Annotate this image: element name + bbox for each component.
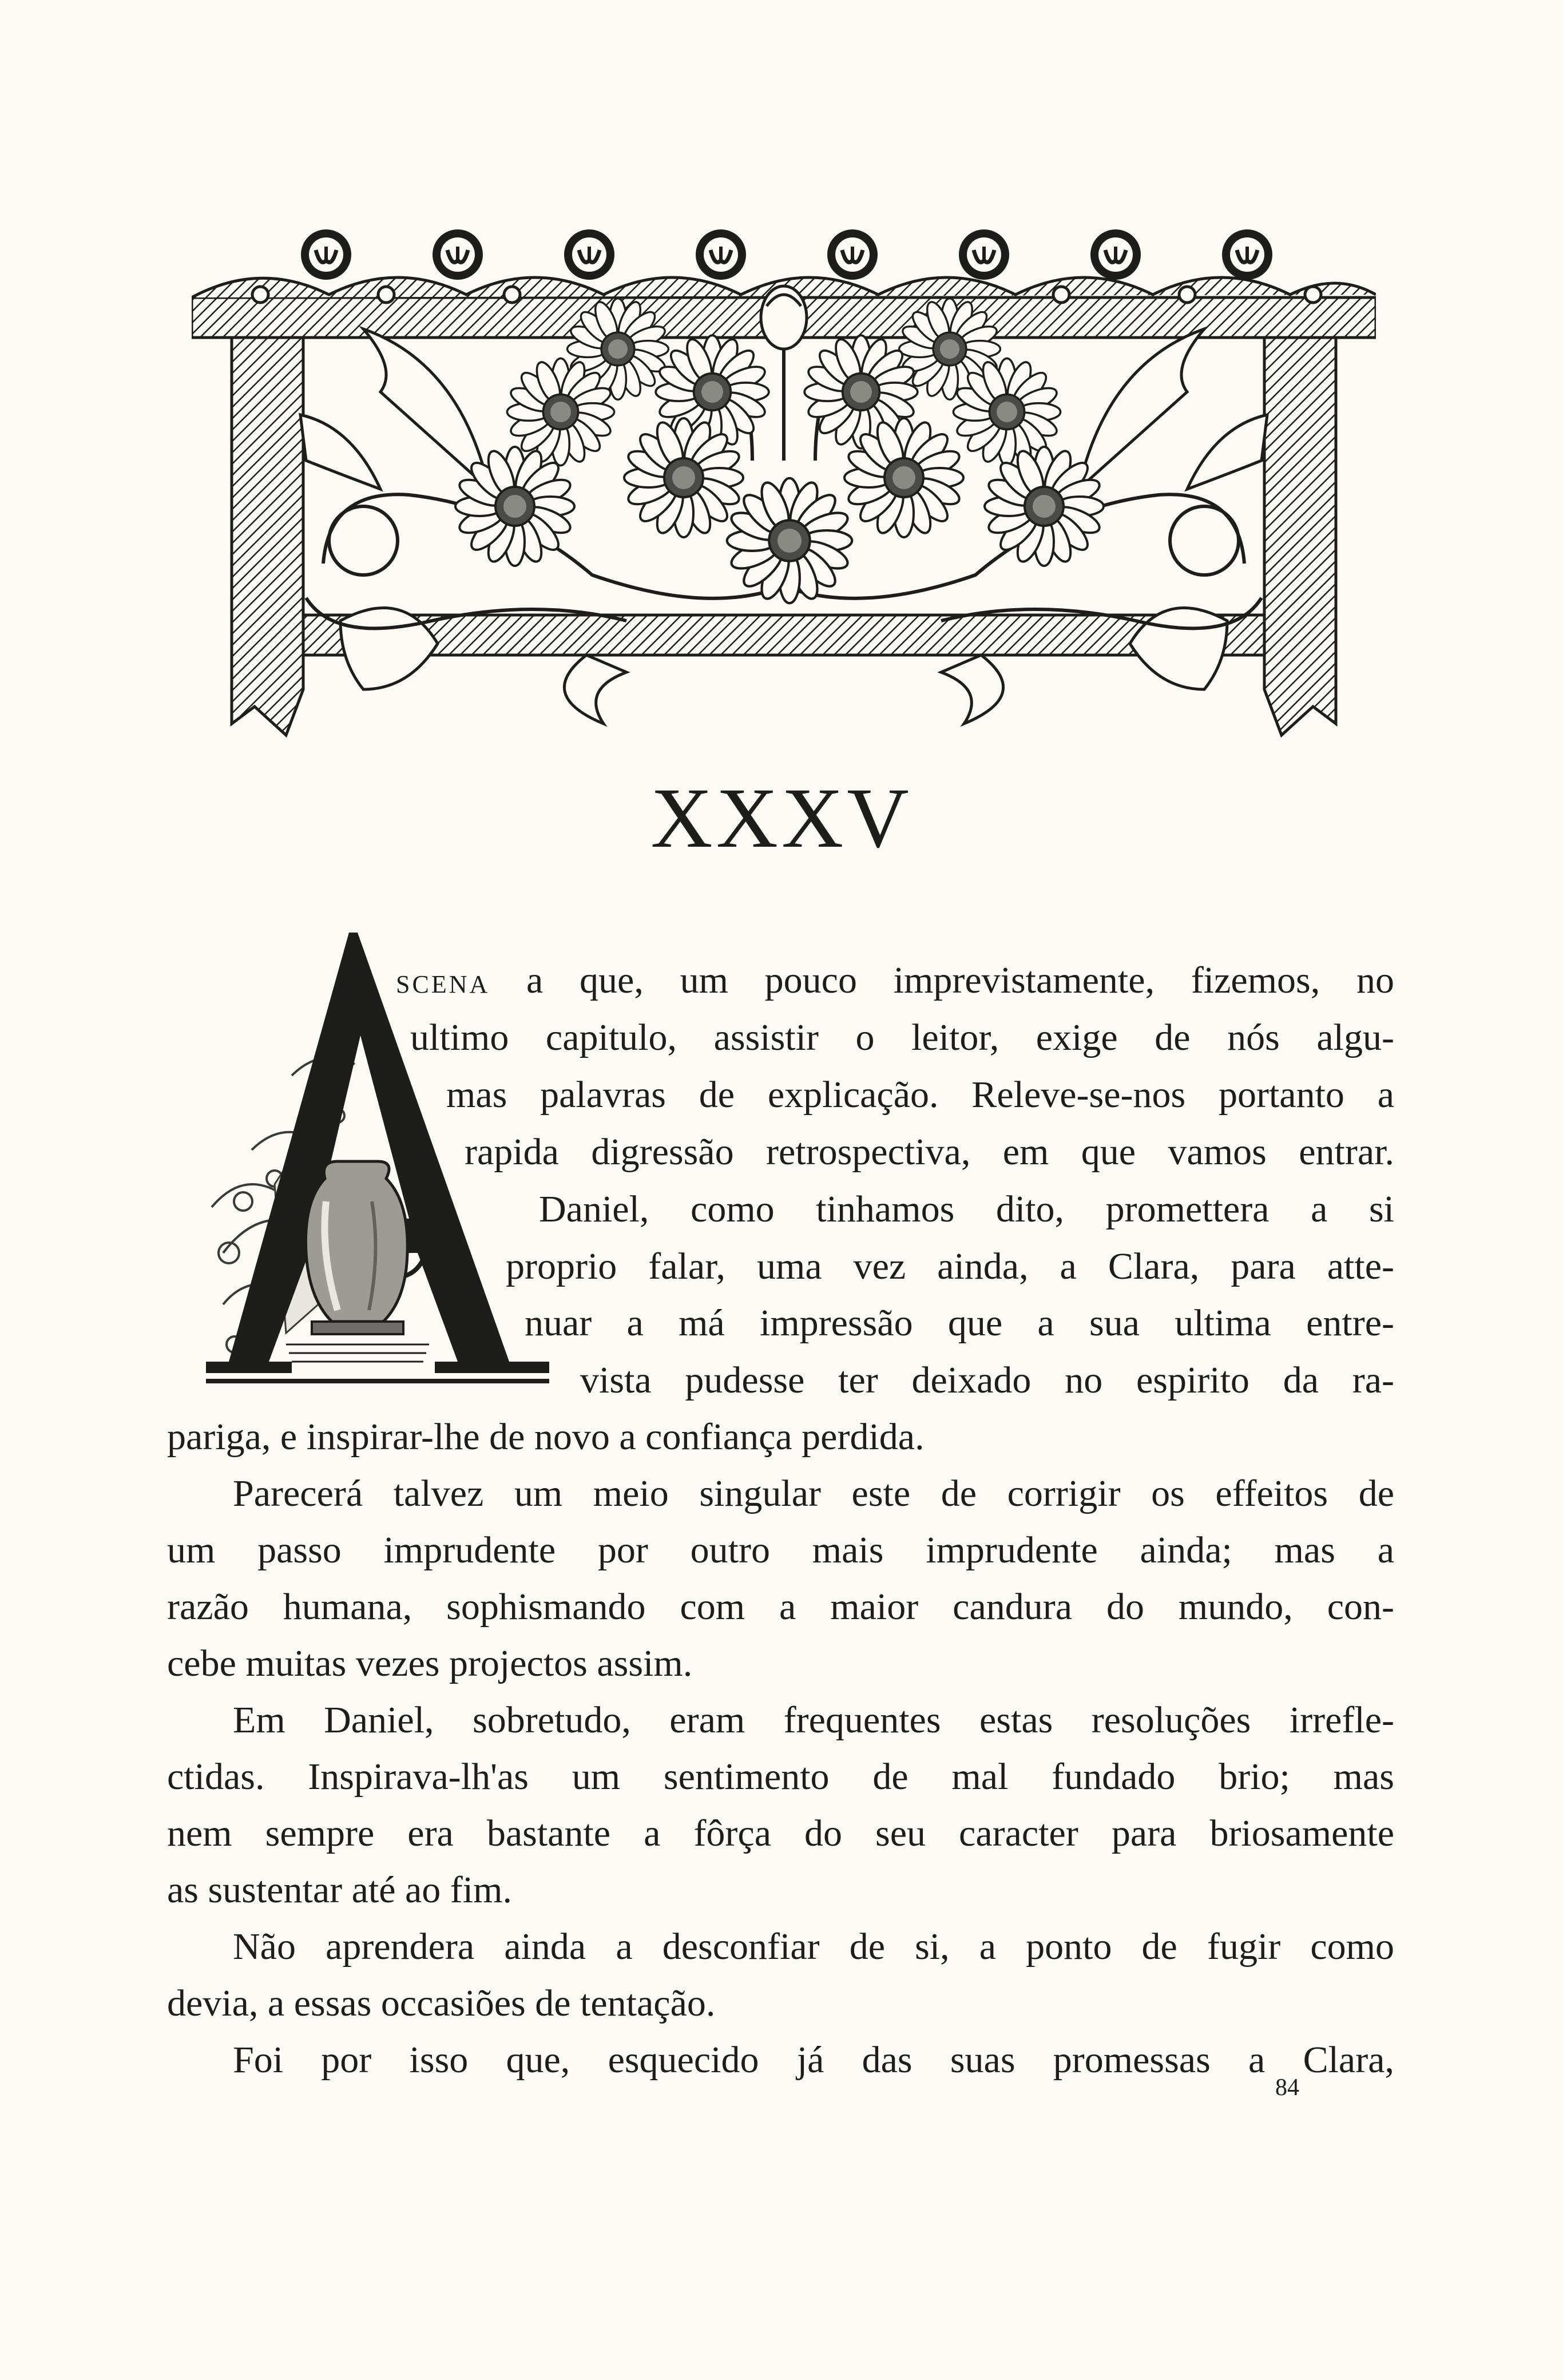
text-line: Não aprendera ainda a desconfiar de si, a ponto de fugir como	[233, 1926, 1394, 1968]
text-line: cebe muitas vezes projectos assim.	[167, 1643, 693, 1684]
text-line: nuar a má impressão que a sua ultima entre-	[525, 1302, 1394, 1344]
text-line: pariga, e inspirar-lhe de novo a confiança perdida.	[167, 1416, 925, 1458]
text-line: devia, a essas occasiões de tentação.	[167, 1982, 716, 2024]
page-number: 84	[1275, 2074, 1299, 2101]
text-line: Parecerá talvez um meio singular este de corrigir os effeitos de	[233, 1473, 1394, 1514]
text-line: rapida digressão retrospectiva, em que vamos entrar.	[465, 1131, 1394, 1173]
text-line: Foi por isso que, esquecido já das suas promessas a Clara,	[233, 2039, 1394, 2081]
text-line: ctidas. Inspirava-lh'as um sentimento de mal fundado brio; mas	[167, 1756, 1394, 1798]
text-line: razão humana, sophismando com a maior candura do mundo, con-	[167, 1586, 1394, 1628]
text-line: mas palavras de explicação. Releve-se-nos portanto a	[446, 1074, 1394, 1116]
text-line: vista pudesse ter deixado no espirito da ra-	[580, 1359, 1394, 1401]
text-line: proprio falar, uma vez ainda, a Clara, para atte-	[506, 1245, 1394, 1287]
chapter-number: XXXV	[650, 771, 913, 866]
small-caps-lead: SCENA	[396, 970, 490, 998]
text-line: ultimo capitulo, assistir o leitor, exige de nós algu-	[410, 1017, 1394, 1058]
text-line: nem sempre era bastante a fôrça do seu caracter para briosamente	[167, 1812, 1394, 1854]
floral-headpiece-ornament	[192, 220, 1376, 738]
text-line: um passo imprudente por outro mais imprudente ainda; mas a	[167, 1529, 1394, 1571]
text-line: as sustentar até ao fim.	[167, 1869, 512, 1911]
text-line: Em Daniel, sobretudo, eram frequentes estas resoluções irrefle-	[233, 1699, 1394, 1741]
text-line: Daniel, como tinhamos dito, promettera a si	[539, 1188, 1394, 1230]
text-line: SCENA a que, um pouco imprevistamente, fizemos, no	[396, 959, 1394, 1001]
